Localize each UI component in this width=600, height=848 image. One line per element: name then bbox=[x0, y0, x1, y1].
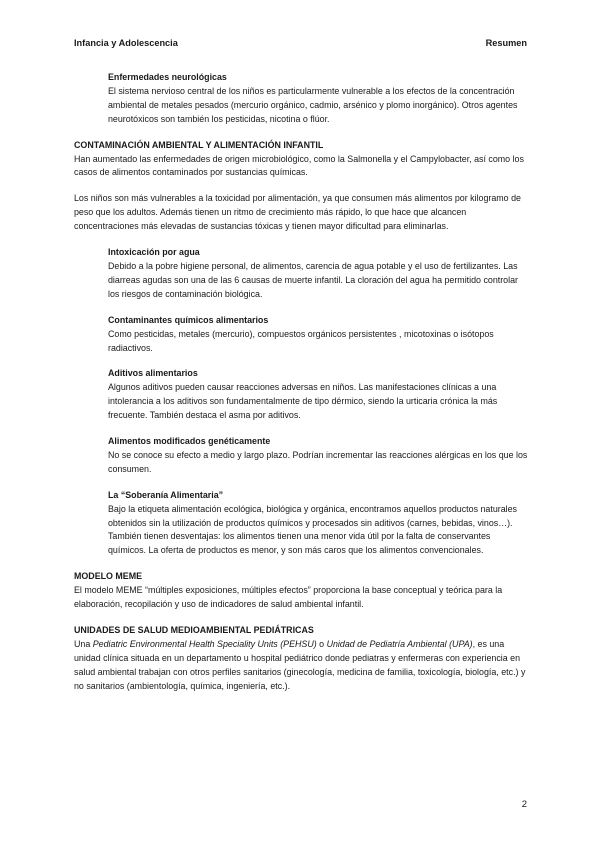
modificados-heading: Alimentos modificados genéticamente bbox=[108, 436, 271, 447]
section-modificados bbox=[74, 435, 528, 477]
neuro-heading: Enfermedades neurológicas bbox=[108, 72, 227, 82]
intoxicacion-heading: Intoxicación por agua bbox=[108, 247, 200, 258]
unidades-pehsu-term: Pediatric Environmental Health Speciality Units (PEHSU) bbox=[92, 638, 317, 649]
meme-heading: MODELO MEME bbox=[74, 571, 143, 582]
intoxicacion-text: Debido a la pobre higiene personal, de alimentos, carencia de agua potable y el uso de fertilizantes. Las diarreas agudas son una de las 6 causas de muerte infantil. La cloración del agua ha permitido controlar los riesgos de contaminación biológica. bbox=[108, 260, 518, 299]
section-intoxicacion bbox=[74, 246, 528, 302]
section-neuro bbox=[74, 71, 528, 127]
unidades-text-part: , es una unidad clínica situada en un departamento u hospital pediátrico donde pediatras y enfermeras con experiencia en salud ambiental trabajan con otros perfiles sanitarios (ginecología, medicina de familia, toxicología, biología, etc.) y no sanitarios (ambientología, química, ingeniería, etc.). bbox=[74, 638, 526, 691]
page-content bbox=[74, 71, 528, 694]
contaminacion-paragraph-2: Los niños son más vulnerables a la toxicidad por alimentación, ya que consumen más alimentos por kilogramo de peso que los adultos. Además tienen un ritmo de crecimiento más rápido, lo que hace que alcancen concentraciones más elevadas de sustancias tóxicas y tienen mayor dificultad para eliminarlas. bbox=[74, 193, 521, 232]
unidades-text-part: o bbox=[316, 638, 327, 649]
soberania-paragraph-1: Bajo la etiqueta alimentación ecológica, biológica y orgánica, encontramos aquellos productos naturales obtenidos sin la utilización de productos químicos y procesados sin aditivos (carnes, bebidas, vinos…). bbox=[108, 503, 517, 528]
section-aditivos bbox=[74, 367, 528, 423]
header-section-title: Resumen bbox=[485, 38, 527, 48]
header-course-title: Infancia y Adolescencia bbox=[74, 38, 178, 48]
aditivos-text: Algunos aditivos pueden causar reacciones adversas en niños. Las manifestaciones clínicas a una intolerancia a los aditivos son fundamentalmente de tipo dérmico, siendo la urticaria crónica la más frecuente. También destaca el asma por aditivos. bbox=[108, 382, 498, 421]
meme-text: El modelo MEME “múltiples exposiciones, múltiples efectos” proporciona la base conceptual y teórica para la elaboración, recopilación y uso de indicadores de salud ambiental infantil. bbox=[74, 585, 503, 610]
contaminacion-heading: CONTAMINACIÓN AMBIENTAL Y ALIMENTACIÓN INFANTIL bbox=[74, 139, 324, 150]
unidades-heading: UNIDADES DE SALUD MEDIOAMBIENTAL PEDIÁTRICAS bbox=[74, 625, 314, 635]
contaminantes-heading: Contaminantes químicos alimentarios bbox=[108, 314, 269, 325]
soberania-paragraph-2: También tienen desventajas: los alimentos tienen una menor vida útil por la falta de conservantes químicos. La oferta de productos es menor, y son más caros que los alimentos convencionales. bbox=[108, 531, 491, 556]
modificados-text: No se conoce su efecto a medio y largo plazo. Podrían incrementar las reacciones alérgicas en los que los consumen. bbox=[108, 449, 528, 474]
unidades-text bbox=[74, 638, 528, 694]
page-header bbox=[74, 38, 527, 52]
contaminacion-paragraph-1: Han aumentado las enfermedades de origen microbiológico, como la Salmonella y el Campylobacter, así como los casos de alimentos contaminados por sustancias químicas. bbox=[74, 153, 524, 178]
aditivos-heading: Aditivos alimentarios bbox=[108, 368, 198, 379]
unidades-text-part: Una bbox=[74, 638, 93, 649]
section-soberania bbox=[74, 489, 528, 559]
contaminantes-text: Como pesticidas, metales (mercurio), compuestos orgánicos persistentes , micotoxinas o isótopos radiactivos. bbox=[108, 328, 494, 353]
section-contaminacion bbox=[74, 139, 528, 234]
section-meme bbox=[74, 570, 528, 612]
section-contaminantes bbox=[74, 314, 528, 356]
unidades-upa-term: Unidad de Pediatría Ambiental (UPA) bbox=[326, 638, 473, 649]
section-unidades bbox=[74, 624, 528, 694]
page-number: 2 bbox=[521, 799, 527, 810]
neuro-text: El sistema nervioso central de los niños es particularmente vulnerable a los efectos de la concentración ambiental de metales pesados (mercurio orgánico, cadmio, arsénico y plomo inorgánico). Otros agentes neurotóxicos son también los pesticidas, nicotina o flúor. bbox=[108, 85, 518, 124]
soberania-heading: La “Soberanía Alimentaria” bbox=[108, 489, 224, 500]
